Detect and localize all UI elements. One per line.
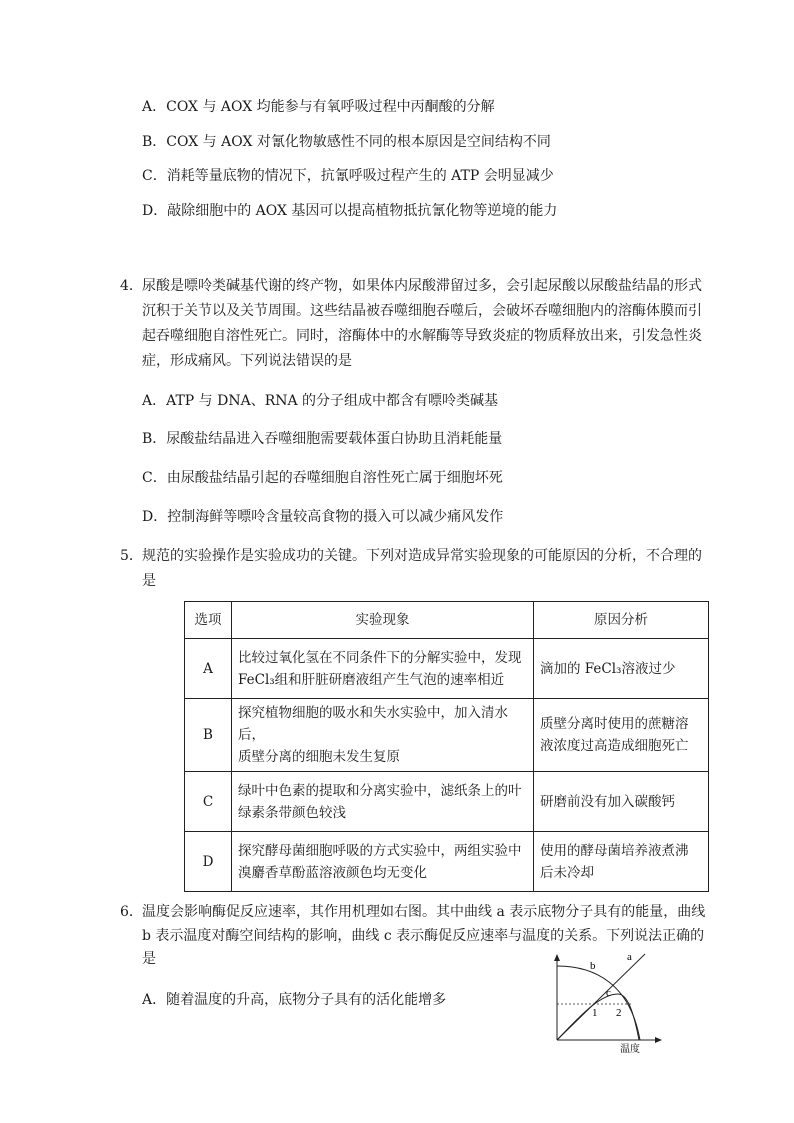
table-cell-option: B — [185, 699, 232, 772]
cell-line: 质壁分离的细胞未发生复原 — [238, 749, 400, 765]
y-axis-arrow — [554, 954, 560, 961]
table-row — [185, 699, 709, 772]
q3-option-a: A．COX 与 AOX 均能参与有氧呼吸过程中丙酮酸的分解 — [142, 99, 495, 115]
cell-line: 比较过氧化氢在不同条件下的分解实验中，发现 — [238, 649, 522, 666]
q4-option-a: A．ATP 与 DNA、RNA 的分子组成中都含有嘌呤类碱基 — [142, 393, 499, 409]
cell-line: 研磨前没有加入碳酸钙 — [540, 793, 675, 810]
table-cell-phenomenon — [232, 699, 534, 772]
cell-line: 质壁分离时使用的蔗糖溶 — [540, 716, 689, 732]
q4-text-line: 沉积于关节以及关节周围。这些结晶被吞噬细胞吞噬后，会破坏吞噬细胞内的溶酶体膜而引 — [142, 303, 702, 319]
curve-c — [557, 994, 639, 1040]
label-2: 2 — [616, 1007, 622, 1019]
q5-text-line: 规范的实验操作是实验成功的关键。下列对造成异常实验现象的可能原因的分析，不合理的 — [142, 548, 702, 564]
label-1: 1 — [592, 1007, 598, 1019]
table-cell-phenomenon — [232, 639, 534, 699]
q4-option-d: D．控制海鲜等嘌呤含量较高食物的摄入可以减少痛风发作 — [142, 509, 504, 525]
experiment-table — [184, 601, 709, 892]
table-cell-reason — [534, 832, 709, 892]
table-cell-phenomenon — [232, 832, 534, 892]
q4-option-b: B．尿酸盐结晶进入吞噬细胞需要载体蛋白协助且消耗能量 — [142, 431, 503, 447]
q4-text-line: 尿酸是嘌呤类碱基代谢的终产物，如果体内尿酸滞留过多，会引起尿酸以尿酸盐结晶的形式 — [142, 278, 702, 294]
q3-option-b: B．COX 与 AOX 对氰化物敏感性不同的根本原因是空间结构不同 — [142, 134, 551, 150]
q3-option-c: C．消耗等量底物的情况下，抗氰呼吸过程产生的 ATP 会明显减少 — [142, 168, 554, 184]
table-cell-reason — [534, 639, 709, 699]
q4-option-c: C．由尿酸盐结晶引起的吞噬细胞自溶性死亡属于细胞坏死 — [142, 470, 503, 486]
table-cell-reason — [534, 772, 709, 832]
table-header: 选项 — [185, 602, 232, 639]
cell-line: 溴麝香草酚蓝溶液颜色均无变化 — [238, 864, 427, 881]
table-row — [185, 832, 709, 892]
q6-number: 6． — [120, 904, 143, 920]
table-header: 实验现象 — [232, 602, 534, 639]
table-cell-option: A — [185, 639, 232, 699]
table-row — [185, 772, 709, 832]
cell-line: 绿素条带颜色较浅 — [238, 804, 346, 821]
q4-text-line: 症，形成痛风。下列说法错误的是 — [142, 353, 352, 369]
x-axis-arrow — [655, 1037, 662, 1043]
cell-line: 探究植物细胞的吸水和失水实验中，加入清水后， — [238, 705, 508, 743]
cell-line: 使用的酵母菌培养液煮沸 — [540, 842, 689, 859]
label-c: c — [606, 987, 611, 999]
table-cell-option: C — [185, 772, 232, 832]
x-axis-label: 温度 — [620, 1044, 640, 1054]
cell-line: 滴加的 FeCl₃溶液过少 — [540, 660, 676, 677]
table-cell-option: D — [185, 832, 232, 892]
table-header: 原因分析 — [534, 602, 709, 639]
table-row — [185, 639, 709, 699]
cell-line: 探究酵母菌细胞呼吸的方式实验中，两组实验中 — [238, 842, 522, 859]
q6-text-line: 温度会影响酶促反应速率，其作用机理如右图。其中曲线 a 表示底物分子具有的能量，曲线 — [142, 904, 706, 920]
q3-option-d: D．敲除细胞中的 AOX 基因可以提高植物抵抗氰化物等逆境的能力 — [142, 203, 558, 219]
enzyme-temperature-graph — [540, 944, 670, 1054]
cell-line: 后未冷却 — [540, 864, 594, 881]
label-a: a — [627, 951, 632, 963]
q4-text-line: 起吞噬细胞自溶性死亡。同时，溶酶体中的水解酶等导致炎症的物质释放出来，引发急性炎 — [142, 328, 702, 344]
table-cell-reason — [534, 699, 709, 772]
q5-number: 5． — [120, 548, 143, 564]
table-header-row — [185, 602, 709, 639]
q6-text-line: b 表示温度对酶空间结构的影响，曲线 c 表示酶促反应速率与温度的关系。下列说法正确的 — [142, 928, 705, 944]
cell-line: 液浓度过高造成细胞死亡 — [540, 738, 689, 754]
label-b: b — [590, 960, 596, 972]
q6-option-a: A．随着温度的升高，底物分子具有的活化能增多 — [142, 992, 447, 1008]
curve-b — [557, 966, 640, 1040]
cell-line: 绿叶中色素的提取和分离实验中，滤纸条上的叶 — [238, 782, 522, 799]
cell-line: FeCl₃组和肝脏研磨液组产生气泡的速率相近 — [238, 671, 505, 688]
q6-text-line: 是 — [142, 951, 156, 967]
q4-number: 4． — [120, 278, 143, 294]
table-cell-phenomenon — [232, 772, 534, 832]
q5-text-line: 是 — [142, 573, 156, 589]
